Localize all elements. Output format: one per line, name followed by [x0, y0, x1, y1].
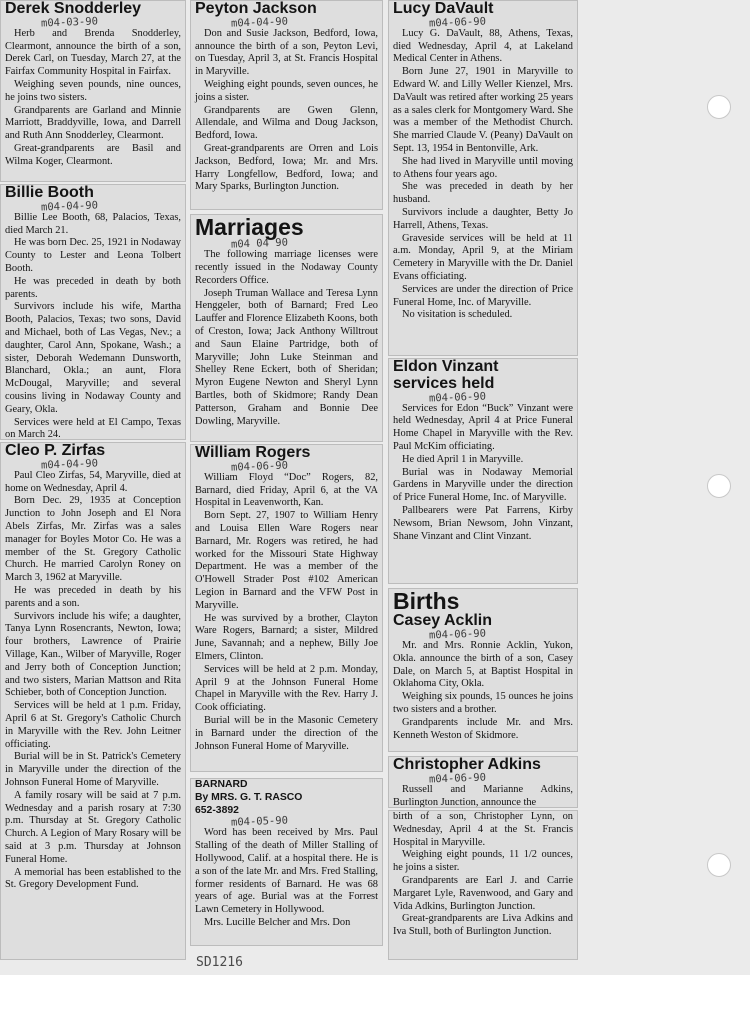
clipping-paragraph: Russell and Marianne Adkins, Burlington Junction, announce the — [393, 783, 573, 808]
clipping-eldon-vinzant — [388, 358, 578, 584]
clipping-paragraph: Word has been received by Mrs. Paul Stalling of the death of Miller Stalling of Hollywood, Calif. at a hospital there. He is a son of the late Mr. and Mrs. Fred Stalling, former residents of Barnard. He was 68 years of age. Burial was at the Forrest Lawn Cemetery in Hollywood. — [195, 827, 378, 916]
clipping-christopher-adkins-bottom — [388, 810, 578, 960]
clipping-billie-booth — [0, 184, 186, 440]
clipping-paragraph: Mrs. Lucille Belcher and Mrs. Don — [204, 916, 351, 928]
section-title: Marriages — [195, 214, 304, 240]
section-title: Births — [393, 588, 460, 614]
clipping-body — [5, 28, 181, 169]
column-name: BARNARD — [195, 779, 248, 790]
handwritten-date: m04-06-90 — [428, 390, 487, 405]
clipping-paragraph: Grandparents include Mr. and Mrs. Kenneth Weston of Skidmore. — [393, 716, 573, 741]
clipping-paragraph: Burial will be in the Masonic Cemetery in Barnard under the direction of the Johnson Funeral Home of Maryville. — [195, 714, 378, 752]
clipping-barnard-column — [190, 778, 383, 946]
clipping-title: Billie Booth — [5, 184, 94, 201]
clipping-paragraph: He was survived by a brother, Clayton Ware Rogers, Barnard; a sister, Mildred June, Savannah; and a nephew, Billy Joe Elmers, Clinton. — [195, 612, 378, 662]
clipping-body — [393, 811, 573, 939]
clipping-marriages — [190, 214, 383, 442]
handwritten-date: m04 04 90 — [230, 236, 289, 251]
clipping-paragraph: Don and Susie Jackson, Bedford, Iowa, announce the birth of a son, Peyton Levi, on Tuesday, April 3, at St. Francis Hospital in Maryville. — [195, 27, 378, 78]
clipping-body — [393, 28, 573, 322]
handwritten-date: m04-03-90 — [40, 15, 99, 30]
clipping-paragraph: She was preceded in death by her husband. — [393, 181, 573, 206]
clipping-paragraph: Joseph Truman Wallace and Teresa Lynn Henggeler, both of Barnard; Fred Leo Lauffer and Florence Elizabeth Koons, both of Creston, Iowa; Jack Anthony Willtrout and Saun Elaine Partridge, both of Maryville; John Luke Steinman and Shelley Rene Eckert, both of Sheridan; Myron Eugene Newton and Sheryl Lynn Bartles, both of Skidmore; Randy Dean Patterson, Graham and Bonnie Dee Dowling, Maryville. — [195, 287, 378, 427]
clipping-title: Casey Acklin — [393, 612, 493, 630]
clipping-paragraph: Burial will be in St. Patrick's Cemetery in Maryville under the direction of the Johnson Funeral Home of Maryville. — [5, 751, 181, 788]
clipping-paragraph: Pallbearers were Pat Farrens, Kirby Newsom, Brian Newsom, John Vinzant, Shane Vinzant and Clint Vinzant. — [393, 504, 573, 542]
clipping-paragraph: Burial was in Nodaway Memorial Gardens in Maryville under the direction of Price Funeral Home, Inc. of Maryville. — [393, 466, 573, 504]
clipping-paragraph: Paul Cleo Zirfas, 54, Maryville, died at home on Wednesday, April 4. — [5, 469, 181, 494]
binder-hole — [707, 95, 731, 119]
clipping-paragraph: She had lived in Maryville until moving to Athens four years ago. — [393, 155, 573, 180]
clipping-body — [195, 827, 378, 929]
clipping-paragraph: Great-grandparents are Basil and Wilma Koger, Clearmont. — [5, 142, 181, 167]
handwritten-date: m04-06-90 — [428, 15, 487, 30]
clipping-paragraph: He was preceded in death by both parents. — [5, 275, 181, 300]
clipping-paragraph: Lucy G. DaVault, 88, Athens, Texas, died Wednesday, April 4, at Lakeland Medical Center in Athens. — [393, 27, 573, 65]
clipping-paragraph: Grandparents are Garland and Minnie Marriott, Braddyville, Iowa, and Darrell and Ruth Ann Snodderley, Clearmont. — [5, 104, 181, 142]
clipping-paragraph: Services will be held at 2 p.m. Monday, April 9 at the Johnson Funeral Home Chapel in Maryville with the Rev. Harry J. Cook officiating. — [195, 663, 378, 714]
clipping-title: Eldon Vinzant — [393, 358, 499, 375]
clipping-paragraph: Survivors include his wife, Martha Booth, Palacios, Texas; two sons, David and Michael, both of Las Vegas, Nev.; a daughter, Carol Ann, Spokane, Wash.; a sister, Deborah Wedemann Dunsworth, Blanchard, Okla.; an aunt, Flora McDougal, Maryville; and several cousins living in Nodaway County and Geary, Okla. — [5, 301, 181, 415]
clipping-paragraph: Survivors include his wife; a daughter, Tanya Lynn Rosencrants, Newton, Iowa; four brothers, Lawrence of Prairie Village, Kan., Wilber of Maryville, Roger and Jerry both of Conception Junction; and two sisters, Marian Mattson and Rita Schieber, both of Conception Junction. — [5, 610, 181, 699]
clipping-title: Derek Snodderley — [5, 0, 142, 17]
clipping-title-line-2: services held — [393, 374, 495, 392]
clipping-paragraph: Great-grandparents are Liva Adkins and Iva Stull, both of Burlington Junction. — [393, 913, 573, 938]
clipping-title: Peyton Jackson — [195, 0, 317, 17]
clipping-peyton-jackson — [190, 0, 383, 210]
handwritten-date: m04-06-90 — [428, 627, 487, 642]
clipping-paragraph: Graveside services will be held at 11 a.m. Monday, April 9, at the Miriam Cemetery in Maryville with the Dr. Daniel Evans officiating. — [393, 232, 573, 282]
clipping-paragraph: Services are under the direction of Price Funeral Home, Inc. of Maryville. — [393, 283, 573, 308]
clipping-body — [393, 784, 573, 808]
clipping-paragraph: Great-grandparents are Orren and Lois Jackson, Bedford, Iowa; Mr. and Mrs. Harry Longfellow, Bedford, Iowa; and Mary Sparks, Burlington Junction. — [195, 142, 378, 193]
clipping-body — [393, 640, 573, 742]
clipping-paragraph: The following marriage licenses were recently issued in the Nodaway County Recorders Office. — [195, 249, 378, 286]
clipping-body — [393, 403, 573, 544]
handwritten-date: m04-04-90 — [230, 15, 289, 30]
handwritten-date: m04-06-90 — [230, 459, 289, 474]
clipping-cleo-zirfas — [0, 442, 186, 960]
clipping-paragraph: William Floyd “Doc” Rogers, 82, Barnard, died Friday, April 6, at the VA Hospital in Leavenworth, Kan. — [195, 471, 378, 509]
clipping-body — [5, 470, 181, 892]
clipping-paragraph: Herb and Brenda Snodderley, Clearmont, announce the birth of a son, Derek Carl, on Tuesday, March 27, at the Fairfax Community Hospital in Fairfax. — [5, 27, 181, 78]
clipping-paragraph: Mr. and Mrs. Ronnie Acklin, Yukon, Okla. announce the birth of a son, Casey Dale, on March 5, at Baptist Hospital in Oklahoma City, Okla. — [393, 639, 573, 690]
clipping-paragraph: No visitation is scheduled. — [402, 309, 513, 321]
column-byline: By MRS. G. T. RASCO — [195, 791, 303, 803]
clipping-births-casey-acklin — [388, 588, 578, 752]
handwritten-date: m04-04-90 — [40, 457, 99, 472]
clipping-title: Lucy DaVault — [393, 0, 494, 17]
clipping-paragraph: birth of a son, Christopher Lynn, on Wednesday, April 4 at the St. Francis Hospital in Maryville. — [393, 811, 573, 848]
clipping-paragraph: Services for Edon “Buck” Vinzant were held Wednesday, April 4 at Price Funeral Home Chapel in Maryville with the Rev. Paul McKim officiating. — [393, 402, 573, 452]
clipping-title: Christopher Adkins — [393, 756, 541, 773]
clipping-body — [195, 472, 378, 754]
clipping-paragraph: Weighing eight pounds, seven ounces, he joins a sister. — [195, 78, 378, 103]
clipping-paragraph: He was preceded in death by his parents and a son. — [5, 584, 181, 609]
binder-hole — [707, 853, 731, 877]
clipping-paragraph: Born Dec. 29, 1935 at Conception Junction to John Joseph and El Nora Abels Zirfas, Mr. Zirfas was a sales manager for Boyles Motor Co. He was a member of the St. Gregory Catholic Church. He married Carolyn Roney on March 3, 1962 at Maryville. — [5, 495, 181, 584]
clipping-paragraph: Born Sept. 27, 1907 to William Henry and Louisa Ellen Ware Rogers near Barnard, Mr. Rogers was retired, he had worked for the Missouri State Highway Department. He was a member of the O'Howell Strader Post #102 American Legion in Barnard and the VFW Post in Maryville. — [195, 510, 378, 611]
clipping-paragraph: Services will be held at 1 p.m. Friday, April 6 at St. Gregory's Catholic Church in Maryville with the Rev. John Leitner officiating. — [5, 700, 181, 750]
clipping-title: William Rogers — [195, 444, 311, 461]
clipping-paragraph: Billie Lee Booth, 68, Palacios, Texas, died March 21. — [5, 211, 181, 236]
binder-hole — [707, 474, 731, 498]
handwritten-date: m04-06-90 — [428, 771, 487, 786]
clipping-paragraph: Weighing seven pounds, nine ounces, he joins two sisters. — [5, 78, 181, 103]
clipping-paragraph: He was born Dec. 25, 1921 in Nodaway County to Lester and Leona Tolbert Booth. — [5, 237, 181, 274]
clipping-paragraph: Grandparents are Gwen Glenn, Allendale, and Wilma and Doug Jackson, Bedford, Iowa. — [195, 104, 378, 142]
clipping-paragraph: He died April 1 in Maryville. — [402, 453, 524, 465]
clipping-paragraph: Grandparents are Earl J. and Carrie Margaret Lyle, Ravenwood, and Gary and Vida Adkins, Burlington Junction. — [393, 874, 573, 912]
clipping-derek-snodderley — [0, 0, 186, 182]
clipping-body — [195, 249, 378, 428]
clipping-paragraph: A memorial has been established to the St. Gregory Development Fund. — [5, 866, 181, 891]
clipping-paragraph: A family rosary will be said at 7 p.m. Wednesday and a parish rosary at 7:30 p.m. Thursday at St. Gregory Catholic Church. A Legion of Mary Rosary will be said at 3 p.m. Thursday at Johnson Funeral Home. — [5, 789, 181, 865]
clipping-paragraph: Weighing eight pounds, 11 1/2 ounces, he joins a sister. — [393, 849, 573, 874]
clipping-william-rogers — [190, 444, 383, 772]
clipping-christopher-adkins-top — [388, 756, 578, 808]
column-phone: 652-3892 — [195, 804, 239, 816]
clipping-paragraph: Born June 27, 1901 in Maryville to Edward W. and Lilly Weller Kienzel, Mrs. DaVault was retired after working 25 years as a sales clerk for Montgomery Ward. She was a member of the Methodist Church. She married Claude V. (Peany) DaVault on Sept. 13, 1954 in Bentonville, Ark. — [393, 66, 573, 154]
handwritten-page-number: SD1216 — [196, 955, 243, 970]
clipping-body — [5, 212, 181, 440]
clipping-paragraph: Weighing six pounds, 15 ounces he joins two sisters and a brother. — [393, 691, 573, 715]
clipping-body — [195, 28, 378, 194]
handwritten-date: m04-04-90 — [40, 199, 99, 214]
handwritten-date: m04-05-90 — [230, 814, 289, 829]
clipping-title: Cleo P. Zirfas — [5, 442, 106, 459]
clipping-lucy-davault — [388, 0, 578, 356]
clipping-paragraph: Survivors include a daughter, Betty Jo Harrell, Athens, Texas. — [393, 206, 573, 231]
clipping-paragraph: Services were held at El Campo, Texas on March 24. — [5, 416, 181, 440]
